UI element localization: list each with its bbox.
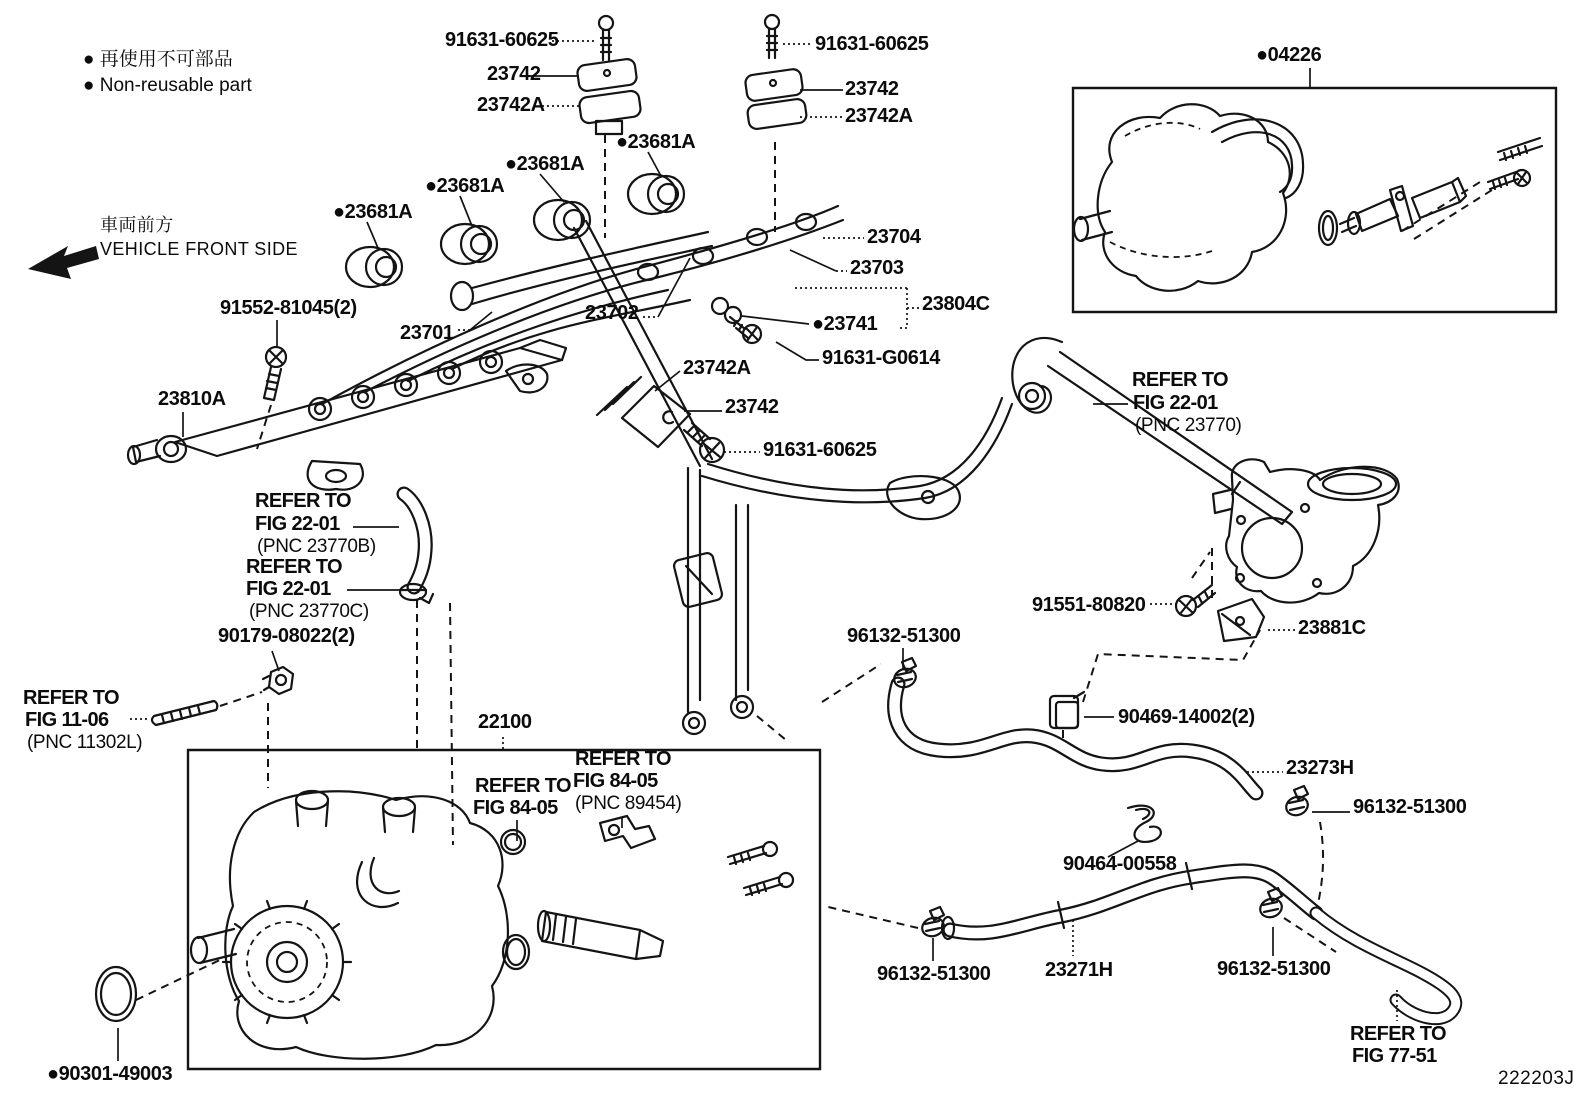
note-fig7751-1: REFER TO [1350,1023,1446,1045]
part-23271H[interactable]: 23271H [1045,959,1113,981]
part-23804C[interactable]: 23804C [922,293,990,315]
part-91631-G0614[interactable]: 91631-G0614 [822,347,940,369]
note-fig7751-2: FIG 77-51 [1352,1045,1437,1067]
part-23701[interactable]: 23701 [400,322,454,344]
note-fig2201-right-1: REFER TO [1132,369,1228,391]
part-90179-08022[interactable]: 90179-08022(2) [218,625,355,647]
direction-label-jp: 車両前方 [100,215,174,235]
part-91631-60625-top-left[interactable]: 91631-60625 [445,29,559,51]
note-fig2201-right-3: (PNC 23770) [1135,415,1242,436]
part-91552-81045[interactable]: 91552-81045(2) [220,297,357,319]
part-23681A-1[interactable]: ●23681A [616,131,696,153]
direction-label-en: VEHICLE FRONT SIDE [100,239,298,259]
part-23742-top-right[interactable]: 23742 [845,78,899,100]
part-23741[interactable]: ●23741 [812,313,878,335]
part-23742A-top-right[interactable]: 23742A [845,105,913,127]
part-23742-top-left[interactable]: 23742 [487,63,541,85]
note-fig1106-2: FIG 11-06 [25,709,109,731]
note-fig1106-1: REFER TO [23,687,119,709]
note-fig8405-pnc-2: FIG 84-05 [573,770,658,792]
note-fig8405-pnc-1: REFER TO [575,748,671,770]
part-23810A[interactable]: 23810A [158,388,226,410]
part-91551-80820[interactable]: 91551-80820 [1032,594,1146,616]
part-96132-51300-a[interactable]: 96132-51300 [847,625,961,647]
note-fig8405-left-1: REFER TO [475,775,571,797]
part-23681A-2[interactable]: ●23681A [505,153,585,175]
note-fig2201b-3: (PNC 23770B) [257,536,376,557]
note-fig2201b-2: FIG 22-01 [255,513,340,535]
part-96132-51300-d[interactable]: 96132-51300 [1217,958,1331,980]
part-23702[interactable]: 23702 [585,302,639,324]
part-96132-51300-c[interactable]: 96132-51300 [877,963,991,985]
part-04226[interactable]: ●04226 [1256,44,1322,66]
legend-non-reusable-jp: ● 再使用不可部品 [83,49,233,70]
note-fig2201c-3: (PNC 23770C) [249,601,369,622]
note-fig2201-right-2: FIG 22-01 [1133,392,1218,414]
note-fig2201c-2: FIG 22-01 [246,578,331,600]
part-90469-14002[interactable]: 90469-14002(2) [1118,706,1255,728]
note-fig8405-pnc-3: (PNC 89454) [575,793,682,814]
part-22100[interactable]: 22100 [478,711,532,733]
part-23273H[interactable]: 23273H [1286,757,1354,779]
part-23704[interactable]: 23704 [867,226,921,248]
note-fig8405-left-2: FIG 84-05 [473,797,558,819]
note-fig2201c-1: REFER TO [246,556,342,578]
part-96132-51300-b[interactable]: 96132-51300 [1353,796,1467,818]
part-90464-00558[interactable]: 90464-00558 [1063,853,1177,875]
note-fig1106-3: (PNC 11302L) [27,732,143,753]
part-91631-60625-top-right[interactable]: 91631-60625 [815,33,929,55]
part-23881C[interactable]: 23881C [1298,617,1366,639]
legend-non-reusable-en: ● Non-reusable part [83,75,252,96]
note-fig2201b-1: REFER TO [255,490,351,512]
part-23681A-4[interactable]: ●23681A [333,201,413,223]
part-23681A-3[interactable]: ●23681A [425,175,505,197]
part-23742A-top-left[interactable]: 23742A [477,94,545,116]
part-23703[interactable]: 23703 [850,257,904,279]
part-23742-mid[interactable]: 23742 [725,396,779,418]
part-23742A-mid[interactable]: 23742A [683,357,751,379]
part-91631-60625-mid[interactable]: 91631-60625 [763,439,877,461]
part-90301-49003[interactable]: ●90301-49003 [47,1063,173,1085]
figure-code: 222203J [1498,1068,1575,1089]
